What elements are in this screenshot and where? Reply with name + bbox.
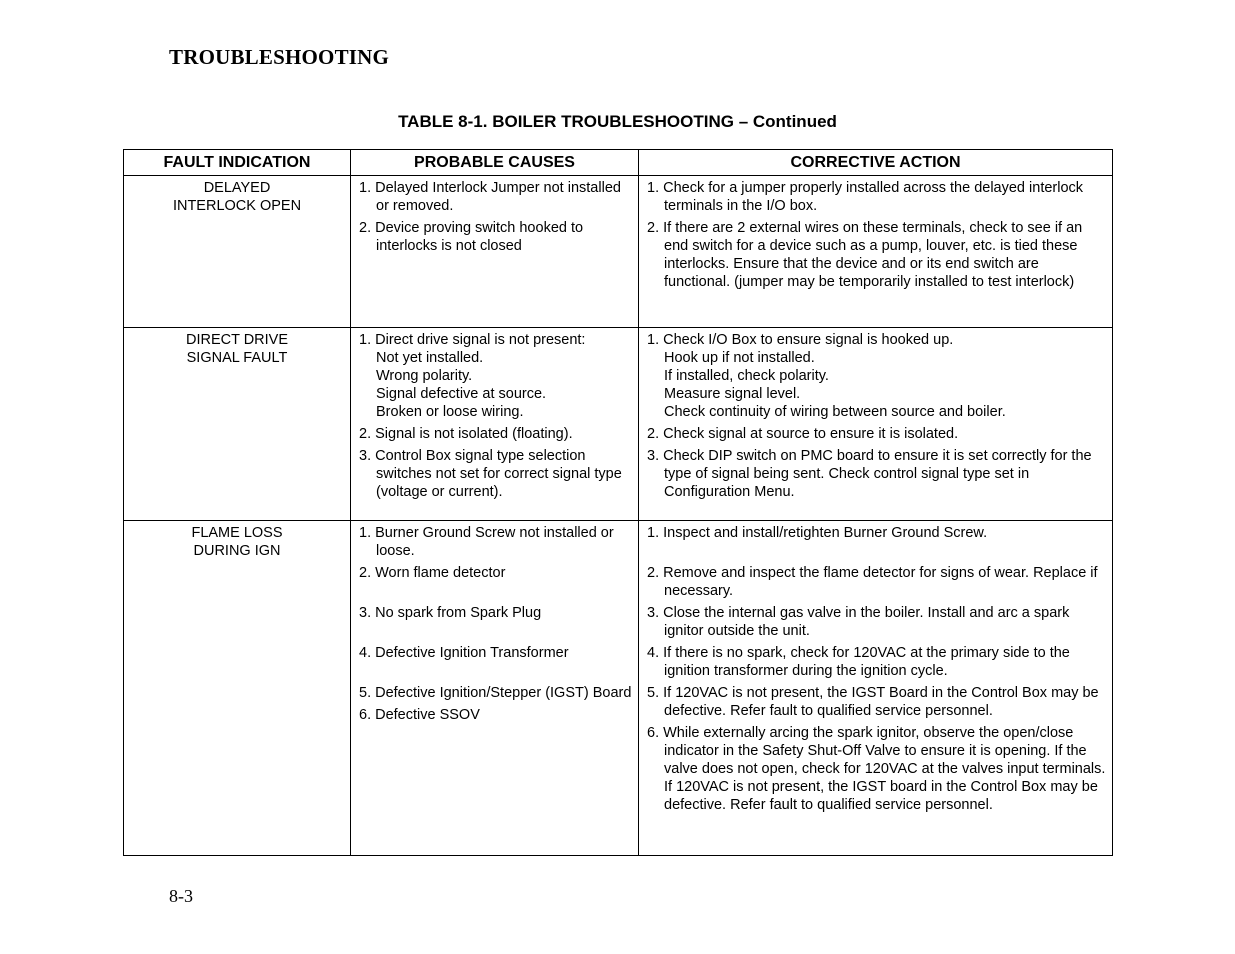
- cause-item: 2. Worn flame detector: [359, 565, 506, 581]
- action-subitem: If installed, check polarity.: [664, 368, 829, 384]
- probable-causes-cell: [351, 521, 639, 856]
- action-item: 3. Close the internal gas valve in the boiler. Install and arc a spark ignitor outside the unit.: [647, 605, 1070, 639]
- page-number: 8-3: [169, 886, 193, 906]
- cause-item: 2. Signal is not isolated (floating).: [359, 426, 573, 442]
- action-main: 1. Check I/O Box to ensure signal is hooked up.: [647, 332, 954, 348]
- fault-line: INTERLOCK OPEN: [172, 198, 302, 214]
- cause-item: 4. Defective Ignition Transformer: [359, 645, 569, 661]
- table-row: [124, 176, 1113, 328]
- section-title: TROUBLESHOOTING: [169, 45, 390, 69]
- action-subitem: Measure signal level.: [664, 386, 801, 402]
- cause-main: 1. Direct drive signal is not present:: [359, 332, 586, 348]
- cause-item: 5. Defective Ignition/Stepper (IGST) Board: [359, 685, 632, 701]
- troubleshooting-table: [123, 149, 1113, 856]
- action-item: 2. Remove and inspect the flame detector for signs of wear. Replace if necessary.: [647, 565, 1098, 599]
- action-item: 5. If 120VAC is not present, the IGST Board in the Control Box may be defective. Refer fault to qualified service personnel.: [647, 685, 1099, 719]
- action-item: 2. If there are 2 external wires on these terminals, check to see if an end switch for a device such as a pump, louver, etc. is tied these interlocks. Ensure that the device and or its end switch are functional. (jumper may be temporarily installed to test interlock): [647, 220, 1083, 290]
- cause-item: 6. Defective SSOV: [359, 707, 480, 723]
- fault-line: FLAME LOSS: [191, 525, 283, 541]
- fault-line: DELAYED: [203, 180, 271, 196]
- probable-causes-cell: [351, 176, 639, 328]
- fault-indication-cell: [124, 521, 351, 856]
- cause-item: 3. Control Box signal type selection switches not set for correct signal type (voltage or current).: [359, 448, 622, 500]
- table-header-row: [124, 150, 1113, 176]
- cause-subitem: Signal defective at source.: [376, 386, 547, 402]
- cause-item: [359, 331, 632, 421]
- column-header-action: CORRECTIVE ACTION: [639, 150, 1113, 176]
- table-row: [124, 521, 1113, 856]
- action-item: 6. While externally arcing the spark ignitor, observe the open/close indicator in the Safety Shut-Off Valve to ensure it is opening. If the valve does not open, check for 120VAC at the valves input terminals. If 120VAC is not present, the IGST board in the Control Box may be defective. Refer fault to qualified service personnel.: [647, 725, 1106, 813]
- action-item: 4. If there is no spark, check for 120VAC at the primary side to the ignition transformer during the ignition cycle.: [647, 645, 1070, 679]
- action-item: [647, 331, 1106, 421]
- table-title: TABLE 8-1. BOILER TROUBLESHOOTING – Continued: [398, 112, 837, 131]
- action-subitem: Hook up if not installed.: [664, 350, 815, 366]
- cause-subitem: Not yet installed.: [376, 350, 484, 366]
- column-header-causes: PROBABLE CAUSES: [351, 150, 639, 176]
- action-item: 1. Inspect and install/retighten Burner Ground Screw.: [647, 525, 988, 541]
- cause-subitem: Broken or loose wiring.: [376, 404, 524, 420]
- fault-line: DURING IGN: [193, 543, 281, 559]
- table-row: [124, 328, 1113, 521]
- action-item: 3. Check DIP switch on PMC board to ensure it is set correctly for the type of signal being sent. Check control signal type set in Configuration Menu.: [647, 448, 1092, 500]
- cause-subitem: Wrong polarity.: [376, 368, 473, 384]
- corrective-action-cell: [639, 328, 1113, 521]
- cause-item: 1. Delayed Interlock Jumper not installed or removed.: [359, 180, 621, 214]
- corrective-action-cell: [639, 521, 1113, 856]
- action-item: 2. Check signal at source to ensure it is isolated.: [647, 426, 959, 442]
- action-item: 1. Check for a jumper properly installed across the delayed interlock terminals in the I/O box.: [647, 180, 1084, 214]
- probable-causes-cell: [351, 328, 639, 521]
- action-subitem: Check continuity of wiring between source and boiler.: [664, 404, 1006, 420]
- fault-indication-cell: [124, 176, 351, 328]
- corrective-action-cell: [639, 176, 1113, 328]
- cause-item: 2. Device proving switch hooked to interlocks is not closed: [359, 220, 584, 254]
- fault-line: SIGNAL FAULT: [186, 350, 288, 366]
- fault-indication-cell: [124, 328, 351, 521]
- cause-item: 3. No spark from Spark Plug: [359, 605, 542, 621]
- column-header-fault: FAULT INDICATION: [124, 150, 351, 176]
- fault-line: DIRECT DRIVE: [185, 332, 289, 348]
- cause-item: 1. Burner Ground Screw not installed or loose.: [359, 525, 614, 559]
